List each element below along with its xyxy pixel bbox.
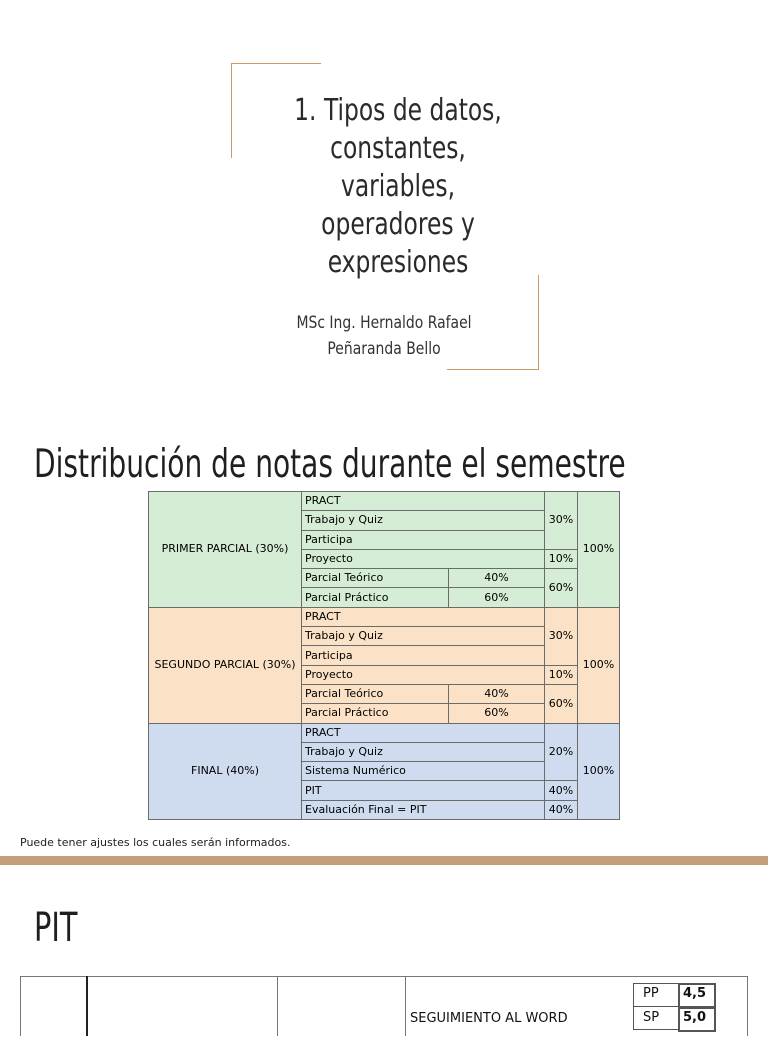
item-label: Trabajo y Quiz [302, 742, 545, 761]
percent-cell: 40% [545, 781, 578, 800]
pit-table-border [277, 976, 278, 1036]
pit-value-pp: 4,5 [683, 986, 707, 1001]
item-label: Proyecto [302, 665, 545, 684]
weight-cell: 60% [449, 588, 545, 607]
table-row [149, 492, 620, 511]
item-label: Sistema Numérico [302, 762, 545, 781]
pit-code-sp: SP [643, 1010, 660, 1025]
slide-divider [0, 856, 768, 865]
pit-value-sp: 5,0 [683, 1010, 707, 1025]
decorative-corner-bottom-vertical [538, 275, 539, 370]
percent-cell: 10% [545, 665, 578, 684]
total-cell: 100% [578, 723, 620, 819]
item-label: Trabajo y Quiz [302, 627, 545, 646]
decorative-corner-top [231, 63, 321, 64]
item-label: Parcial Teórico [302, 684, 449, 703]
grade-distribution-table [148, 491, 620, 820]
item-label: PRACT [302, 723, 545, 742]
author-name: MSc Ing. Hernaldo Rafael Peñaranda Bello [296, 313, 472, 359]
table-row [149, 723, 620, 742]
section-label: PRIMER PARCIAL (30%) [149, 492, 302, 608]
percent-cell: 10% [545, 549, 578, 568]
item-label: Participa [302, 530, 545, 549]
total-cell: 100% [578, 492, 620, 608]
percent-cell: 30% [545, 607, 578, 665]
item-label: Proyecto [302, 549, 545, 568]
item-label: Trabajo y Quiz [302, 511, 545, 530]
pit-code-pp: PP [643, 986, 659, 1001]
decorative-corner-top-vertical [231, 63, 232, 158]
item-label: Parcial Práctico [302, 704, 449, 723]
item-label: Participa [302, 646, 545, 665]
table-row [149, 607, 620, 626]
weight-cell: 40% [449, 569, 545, 588]
item-label: Evaluación Final = PIT [302, 800, 545, 819]
section-label: FINAL (40%) [149, 723, 302, 819]
slide-title: 1. Tipos de datos, constantes, variables, operadores y expresiones [294, 93, 502, 280]
pit-table-border [86, 976, 88, 1036]
weight-cell: 40% [449, 684, 545, 703]
pit-seguimiento-label: SEGUIMIENTO AL WORD [410, 1011, 568, 1026]
percent-cell: 40% [545, 800, 578, 819]
pit-table-border [747, 976, 748, 1036]
item-label: PIT [302, 781, 545, 800]
total-cell: 100% [578, 607, 620, 723]
pit-slide-title: PIT [34, 905, 78, 951]
footnote: Puede tener ajustes los cuales serán informados. [20, 836, 291, 849]
decorative-corner-bottom [447, 369, 539, 370]
percent-cell: 60% [545, 569, 578, 608]
percent-cell: 20% [545, 723, 578, 781]
item-label: PRACT [302, 607, 545, 626]
title-slide [0, 0, 768, 420]
item-label: PRACT [302, 492, 545, 511]
pit-table-border [20, 976, 21, 1036]
item-label: Parcial Práctico [302, 588, 449, 607]
percent-cell: 30% [545, 492, 578, 550]
grades-slide-title: Distribución de notas durante el semestre [34, 442, 626, 487]
item-label: Parcial Teórico [302, 569, 449, 588]
weight-cell: 60% [449, 704, 545, 723]
percent-cell: 60% [545, 684, 578, 723]
pit-table-border [405, 976, 406, 1036]
section-label: SEGUNDO PARCIAL (30%) [149, 607, 302, 723]
